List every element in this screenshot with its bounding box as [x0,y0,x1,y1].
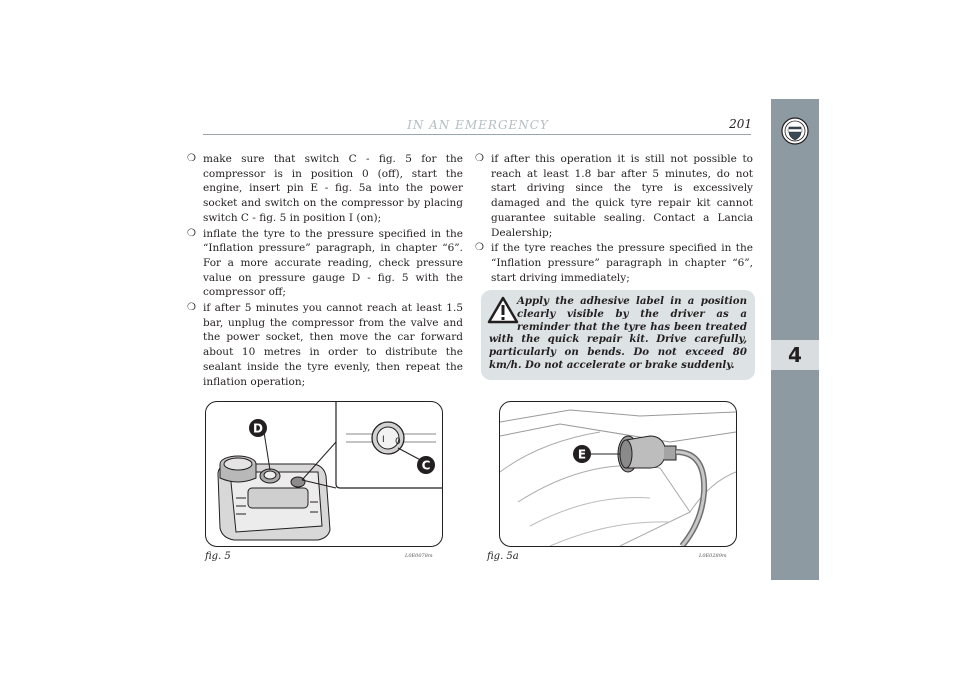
figure-caption: fig. 5a [487,551,519,562]
power-socket-illustration [500,402,736,546]
figure-compressor [205,401,443,547]
figure-caption: fig. 5 [205,551,231,562]
list-item: ❍ inflate the tyre to the pressure specified in the “Inflation pressure” paragraph, in chapter “6”. For a more accurate reading, check pressure value on pressure gauge D - fig. 5 with the compressor off; [187,227,463,301]
chapter-tab[interactable]: 4 [771,340,819,370]
section-title: IN AN EMERGENCY [407,118,549,132]
compressor-illustration [206,402,442,546]
list-item: ❍ if after this operation it is still not possible to reach at least 1.8 bar after 5 minutes, do not start driving since the tyre is excessively damaged and the quick tyre repair kit cannot guarantee suitable sealing. Contact a Lancia Dealership; [475,152,753,240]
figure-code: L0E0078m [405,553,433,559]
list-item: ❍ if after 5 minutes you cannot reach at least 1.5 bar, unplug the compressor from the valve and the power socket, then move the car forward about 10 metres in order to distribute the sealant inside the tyre evenly, then repeat the inflation operation; [187,301,463,389]
figure-code: L0E0289m [699,553,727,559]
label-e: E [577,447,587,462]
warning-text: Apply the adhesive label in a position clearly visible by the driver as a reminder that the tyre has been treated with the quick repair kit. Drive carefully, particularly on bends. Do not exceed 80 km/h. Do not accelerate or brake suddenly. [489,295,747,371]
switch-on-label: I [382,435,385,445]
page-number: 201 [729,117,752,131]
label-d: D [253,421,263,436]
right-column [475,152,753,286]
header-rule [203,134,751,135]
lancia-shield-icon [780,116,810,146]
list-item: ❍ make sure that switch C - fig. 5 for the compressor is in position 0 (off), start the engine, insert pin E - fig. 5a into the power socket and switch on the compressor by placing switch C - fig. 5 in position I (on); [187,152,463,226]
label-c: C [421,458,431,473]
left-column [187,152,463,390]
warning-box [481,290,755,380]
list-item: ❍ if the tyre reaches the pressure specified in the “Inflation pressure” paragraph in chapter “6”, start driving immediately; [475,241,753,285]
figure-power-socket [499,401,737,547]
switch-off-label: 0 [395,437,401,447]
